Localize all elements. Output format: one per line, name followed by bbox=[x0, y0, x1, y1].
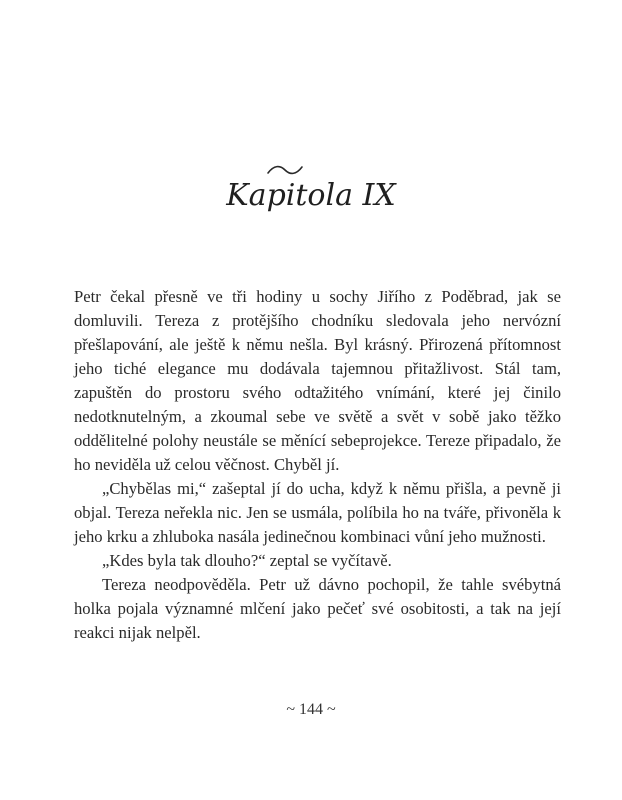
paragraph-3: „Kdes byla tak dlouho?“ zeptal se vyčítavě. bbox=[102, 551, 392, 570]
page-number: ~ 144 ~ bbox=[286, 701, 336, 718]
chapter-title: Kapitola IX bbox=[226, 178, 396, 213]
paragraph-2: „Chybělas mi,“ zašeptal jí do ucha, když k němu přišla, a pevně ji objal. Tereza neřekla nic. Jen se usmála, políbila ho na tváře, přivoněla k jeho krku a zhluboka nasála jedinečnou kombinaci vůní jeho mužnosti. bbox=[74, 479, 561, 546]
chapter-body bbox=[74, 285, 561, 645]
paragraph-4: Tereza neodpověděla. Petr už dávno pochopil, že tahle svébytná holka pojala významné mlčení jako pečeť své osobitosti, a tak na její reakci nijak nelpěl. bbox=[74, 575, 561, 642]
paragraph-1: Petr čekal přesně ve tři hodiny u sochy Jiřího z Poděbrad, jak se domluvili. Tereza z protějšího chodníku sledovala jeho nervózní přešlapování, ale ještě k němu nešla. Byl krásný. Přirozená přítomnost jeho tiché elegance mu dodávala tajemnou přitažlivost. Stál tam, zapuštěn do prostoru svého odtažitého vnímání, které jej činilo nedotknutelným, a zkoumal sebe ve světě a svět v sobě jako těžko oddělitelné polohy neustále se měnící sebeprojekce. Tereze připadalo, že ho neviděla už celou věčnost. Chyběl jí. bbox=[74, 287, 561, 474]
